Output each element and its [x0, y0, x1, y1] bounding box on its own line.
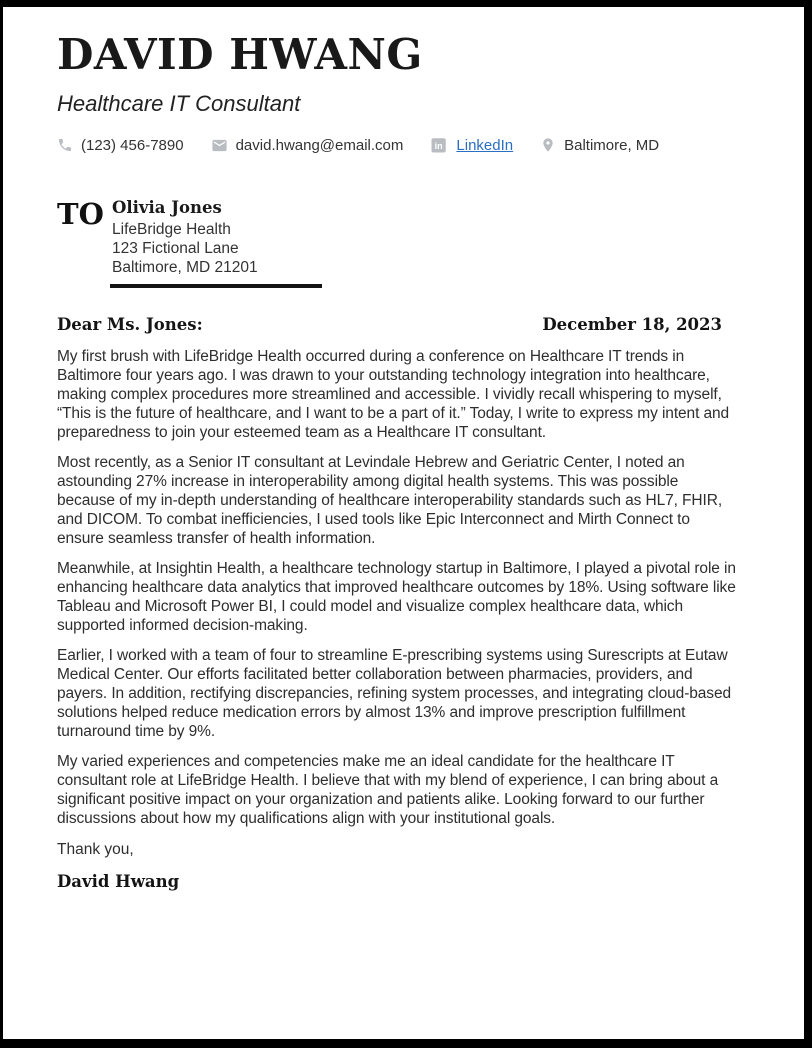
svg-text:in: in	[435, 141, 444, 152]
recipient-section	[57, 198, 737, 277]
letter-body	[57, 347, 737, 828]
page-content	[3, 7, 804, 891]
to-label: TO	[57, 197, 104, 232]
recipient-name: Olivia Jones	[112, 198, 222, 218]
recipient-organization: LifeBridge Health	[112, 221, 231, 239]
phone-icon	[57, 137, 73, 153]
salutation: Dear Ms. Jones:	[57, 315, 203, 335]
recipient-city: Baltimore, MD 21201	[112, 259, 258, 277]
linkedin-icon	[430, 136, 448, 154]
email-icon	[211, 137, 228, 154]
email-address: david.hwang@email.com	[235, 136, 404, 154]
recipient-block	[112, 198, 258, 277]
letter-paragraph: Meanwhile, at Insightin Health, a healthcare technology startup in Baltimore, I played a pivotal role in enhancing healthcare data analytics that improved healthcare outcomes by 18%. Using software like Tableau and Microsoft Power BI, I could model and visualize complex healthcare data, which supported informed decision-making.	[57, 560, 736, 635]
letter-paragraph: Most recently, as a Senior IT consultant at Levindale Hebrew and Geriatric Center, I noted an astounding 27% increase in interoperability among digital health systems. This was possible because of my in-depth understanding of healthcare interoperability standards such as HL7, FHIR, and DICOM. To combat inefficiencies, I used tools like Epic Interconnect and Mirth Connect to ensure seamless transfer of health information.	[57, 454, 723, 548]
letter-date: December 18, 2023	[542, 315, 722, 335]
letter-paragraph: My varied experiences and competencies make me an ideal candidate for the healthcare IT consultant role at LifeBridge Health. I believe that with my blend of experience, I can bring about a significant positive impact on your organization and patients alike. Looking forward to our further discussions about how my qualifications align with your institutional goals.	[57, 753, 719, 828]
contact-row	[57, 136, 737, 154]
phone-number: (123) 456-7890	[81, 136, 184, 154]
signature-name: David Hwang	[57, 872, 180, 892]
contact-phone	[57, 137, 184, 154]
applicant-name: DAVID HWANG	[57, 30, 423, 79]
recipient-street: 123 Fictional Lane	[112, 240, 239, 258]
applicant-job-title: Healthcare IT Consultant	[57, 91, 301, 117]
salutation-row	[57, 315, 737, 334]
letter-header	[57, 30, 737, 154]
contact-email	[211, 137, 404, 154]
letter-paragraph: Earlier, I worked with a team of four to streamline E-prescribing systems using Surescripts at Eutaw Medical Center. Our efforts facilitated better collaboration between pharmacies, providers, and payers. In addition, rectifying discrepancies, refining system processes, and integrating cloud-based solutions helped reduce medication errors by almost 13% and improve prescription fulfillment turnaround time by 9%.	[57, 647, 731, 741]
linkedin-link[interactable]: LinkedIn	[456, 136, 514, 154]
contact-location	[540, 137, 659, 154]
location-pin-icon	[540, 137, 556, 153]
recipient-underline	[110, 284, 322, 288]
closing-line: Thank you,	[57, 841, 134, 859]
contact-linkedin	[430, 136, 513, 154]
location-text: Baltimore, MD	[564, 136, 660, 154]
letter-paragraph: My first brush with LifeBridge Health occurred during a conference on Healthcare IT trends in Baltimore four years ago. I was drawn to your outstanding technology integration into healthcare, making complex procedures more streamlined and accessible. I vividly recall whispering to myself, “This is the future of healthcare, and I want to be a part of it.” Today, I write to express my intent and preparedness to join your esteemed team as a Healthcare IT consultant.	[57, 348, 730, 442]
